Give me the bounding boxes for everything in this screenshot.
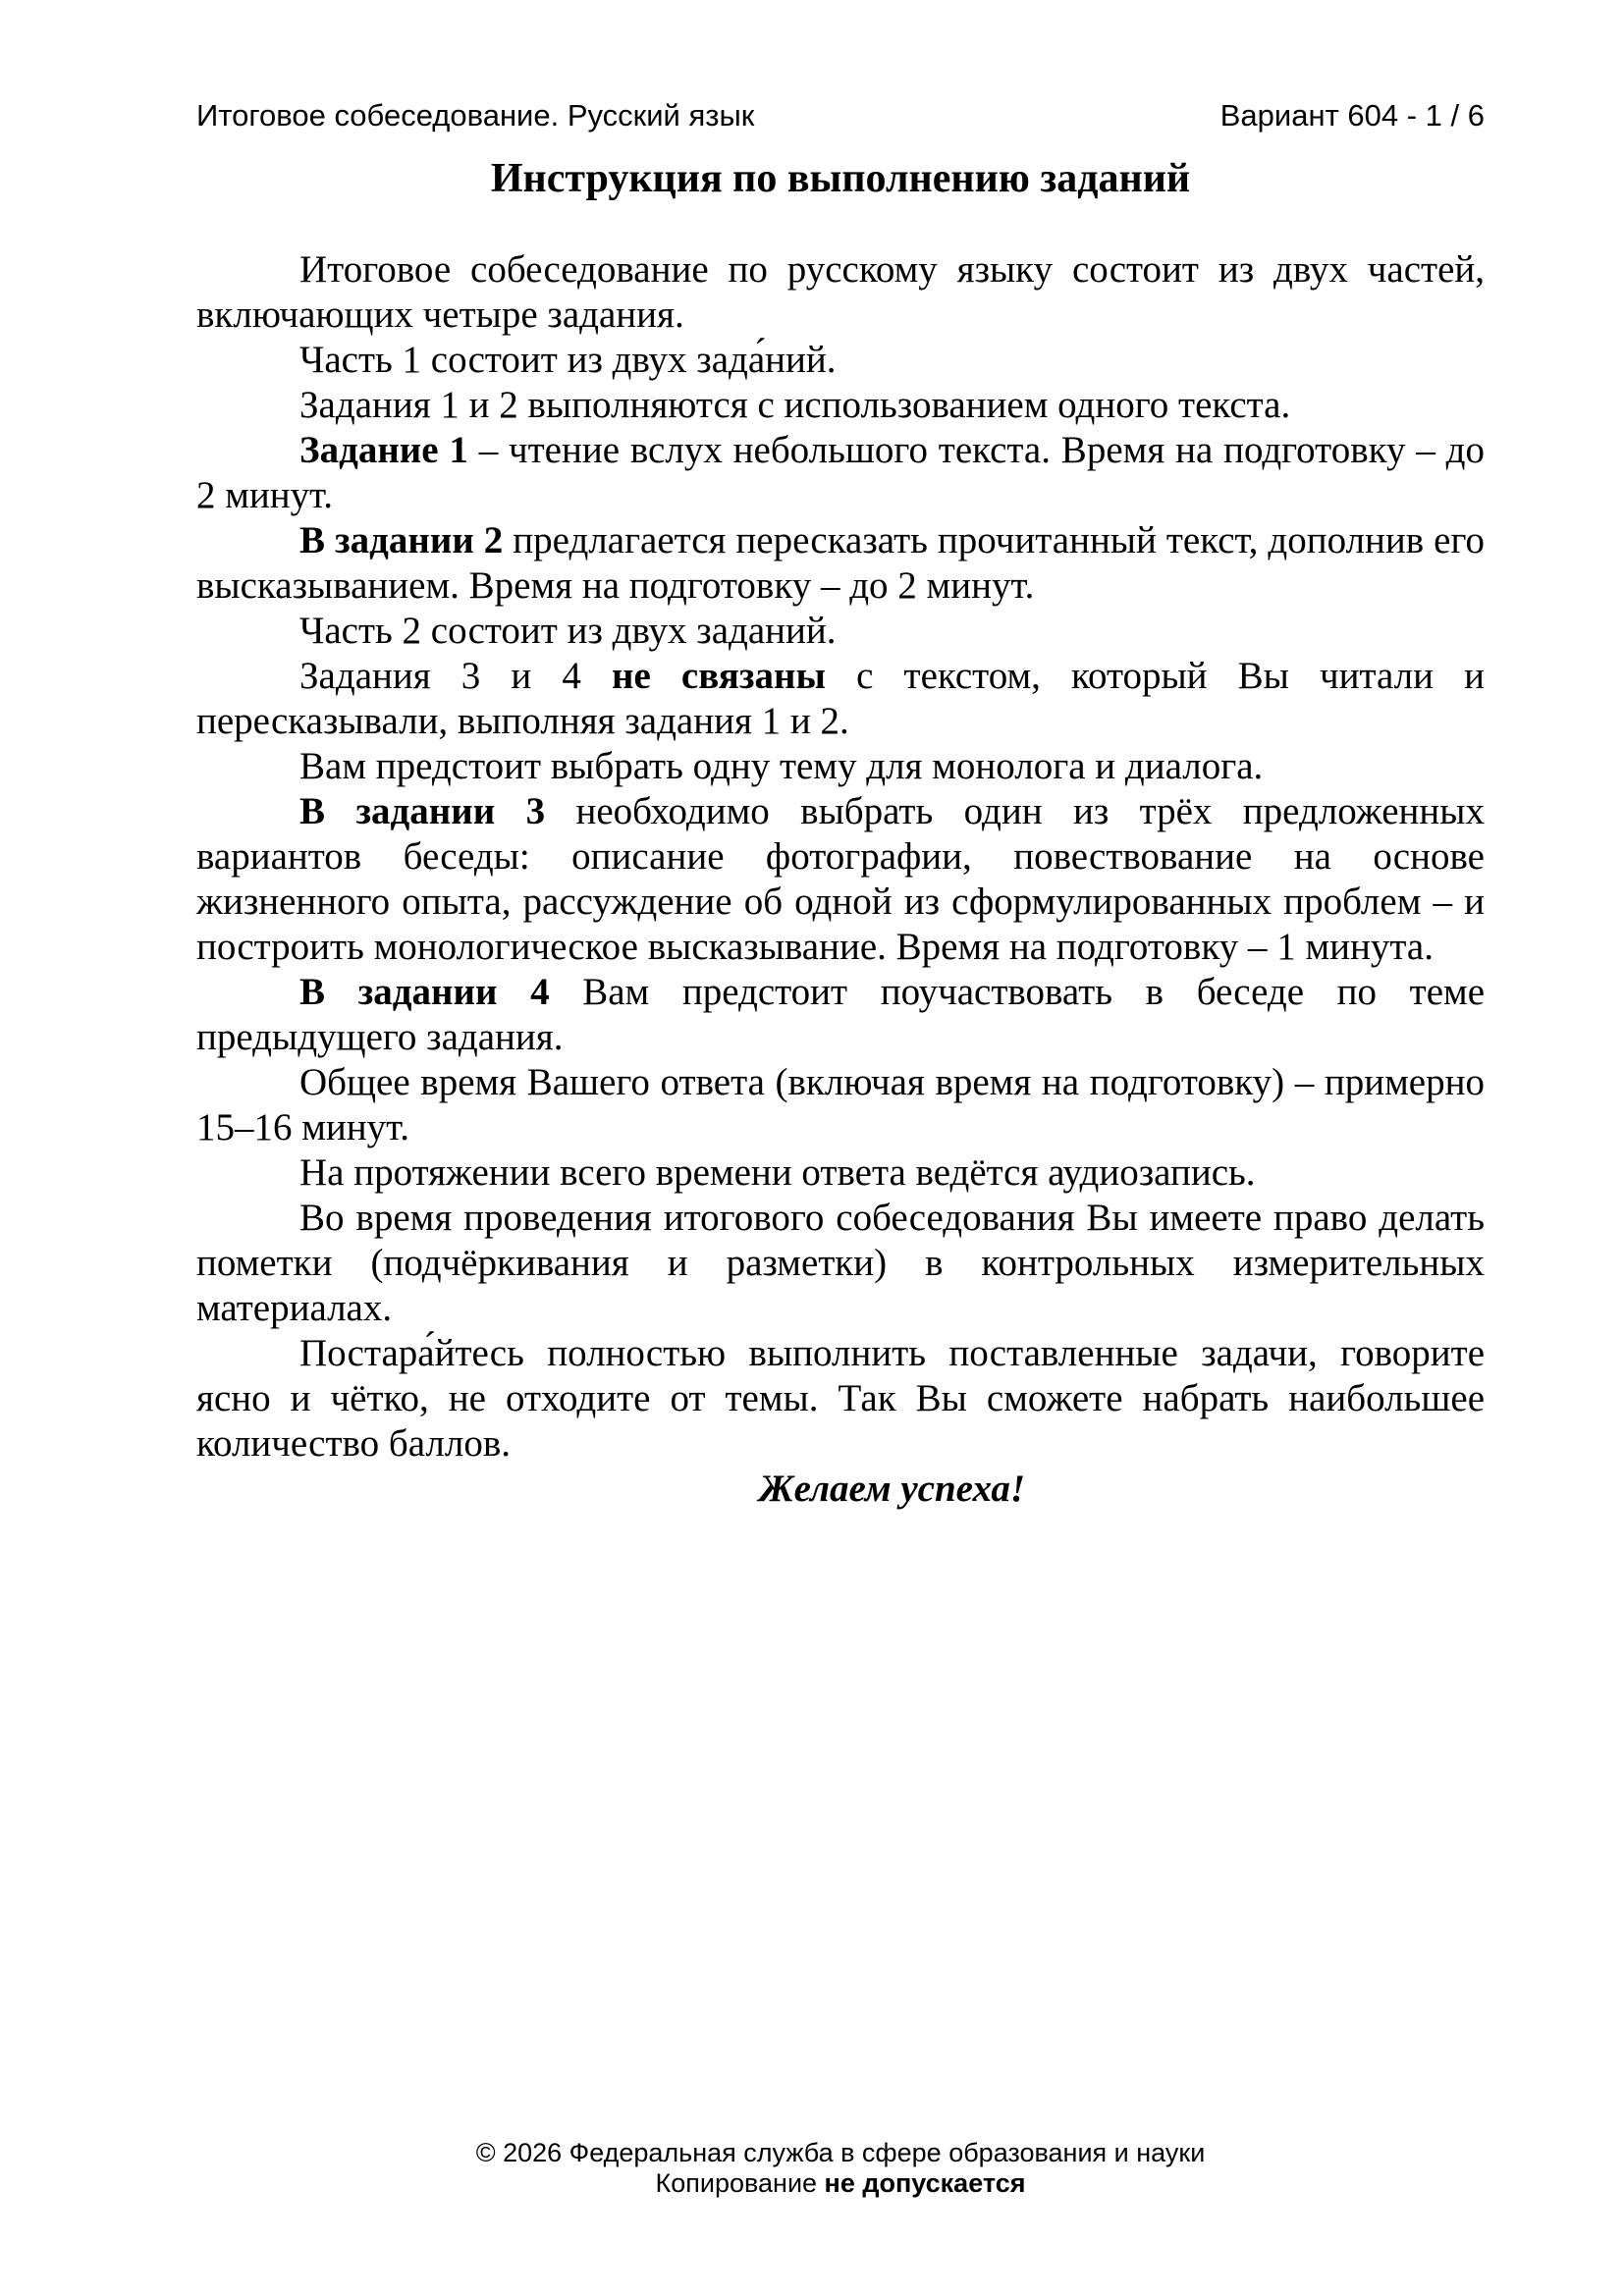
- instruction-paragraph: [196, 1060, 1485, 1150]
- instruction-text: Общее время Вашего ответа (включая время на подготовку) – примерно 15–16 минут.: [196, 1061, 1485, 1148]
- instruction-text-bold: В задании 3: [299, 790, 546, 832]
- instruction-text: – чтение вслух небольшого текста. Время на подготовку – до 2 минут.: [196, 429, 1485, 516]
- instruction-paragraph: [196, 428, 1485, 518]
- instruction-paragraph: [196, 518, 1485, 609]
- footer-copy-notice-regular: Копирование: [655, 2168, 825, 2198]
- instruction-paragraph: [196, 970, 1485, 1060]
- instruction-body: [196, 247, 1485, 1512]
- instruction-text: Часть 1 состоит из двух зада́ний.: [299, 339, 837, 381]
- instruction-text: Постара́йтесь полностью выполнить поставленные задачи, говорите ясно и чётко, не отходите от темы. Так Вы сможете набрать наибольшее количество баллов.: [196, 1332, 1485, 1465]
- page-footer: [196, 2138, 1485, 2199]
- header-variant: Вариант 604 - 1 / 6: [1219, 98, 1485, 133]
- instruction-paragraph: [196, 247, 1485, 338]
- instruction-text: Задания 1 и 2 выполняются с использованием одного текста.: [299, 384, 1291, 426]
- instruction-text: Часть 2 состоит из двух заданий.: [299, 610, 837, 652]
- footer-copy-notice-bold: не допускается: [824, 2168, 1026, 2198]
- instruction-text: с текстом, который Вы читали и пересказывали, выполняя задания 1 и 2.: [196, 655, 1485, 742]
- instruction-paragraph: [196, 1331, 1485, 1467]
- page-title: Инструкция по выполнению заданий: [490, 156, 1191, 201]
- instruction-text: Вам предстоит выбрать одну тему для монолога и диалога.: [299, 745, 1264, 787]
- instruction-paragraph: [196, 383, 1485, 428]
- instruction-paragraph: [196, 338, 1485, 383]
- footer-copyright: © 2026 Федеральная служба в сфере образования и науки: [475, 2138, 1206, 2167]
- instruction-text: необходимо выбрать один из трёх предложенных вариантов беседы: описание фотографии, повествование на основе жизненного опыта, рассуждение об одной из сформулированных проблем – и построить монологическое высказывание. Время на подготовку – 1 минута.: [196, 790, 1485, 968]
- instruction-text-bold: не связаны: [612, 655, 826, 697]
- instruction-text-bold: Задание 1: [299, 429, 468, 471]
- instruction-text-bold: В задании 4: [299, 971, 550, 1013]
- instruction-text: Итоговое собеседование по русскому языку состоит из двух частей, включающих четыре задания.: [196, 248, 1485, 336]
- header-exam-name: Итоговое собеседование. Русский язык: [196, 98, 755, 133]
- instruction-paragraph: [196, 654, 1485, 744]
- instruction-text: Задания 3 и 4: [299, 655, 613, 697]
- instruction-text-bold: В задании 2: [299, 519, 504, 561]
- footer-copy-notice: [196, 2168, 1485, 2199]
- instruction-text: Во время проведения итогового собеседования Вы имеете право делать пометки (подчёркивания и разметки) в контрольных измерительных материалах.: [196, 1197, 1485, 1329]
- instruction-paragraph: [196, 609, 1485, 654]
- closing-wish: Желаем успеха!: [758, 1468, 1026, 1510]
- instruction-text: предлагается пересказать прочитанный текст, дополнив его высказыванием. Время на подготовку – до 2 минут.: [196, 519, 1485, 607]
- instruction-text: На протяжении всего времени ответа ведётся аудиозапись.: [299, 1151, 1256, 1194]
- instruction-paragraph: [196, 789, 1485, 970]
- instruction-paragraph: [196, 1150, 1485, 1196]
- instruction-paragraph: [196, 744, 1485, 789]
- page-header: [196, 98, 1485, 133]
- instruction-paragraph: [196, 1196, 1485, 1331]
- instruction-text: Вам предстоит поучаствовать в беседе по теме предыдущего задания.: [196, 971, 1485, 1058]
